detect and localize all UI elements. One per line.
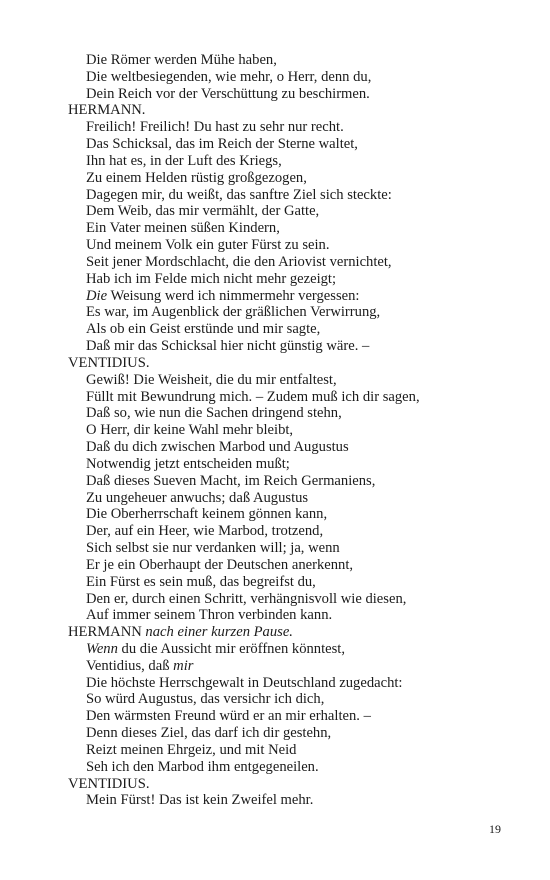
speaker-name: VENTIDIUS. (68, 354, 150, 371)
stage-direction: nach einer kurzen Pause. (141, 624, 293, 641)
speaker-line (0, 102, 550, 119)
verse-line (0, 338, 550, 355)
verse-line (0, 271, 550, 288)
verse-line (0, 557, 550, 574)
verse-text: Mein Fürst! Das ist kein Zweifel mehr. (86, 792, 314, 809)
verse-text: Seh ich den Marbod ihm entgegeneilen. (86, 758, 319, 775)
verse-text: Dein Reich vor der Verschüttung zu beschirmen. (86, 85, 370, 102)
verse-text: Ventidius, daß (86, 657, 174, 674)
verse-text: Daß so, wie nun die Sachen dringend stehn, (86, 405, 342, 422)
verse-text: O Herr, dir keine Wahl mehr bleibt, (86, 422, 294, 439)
verse-text: Ihn hat es, in der Luft des Kriegs, (86, 152, 282, 169)
verse-text: Der, auf ein Heer, wie Marbod, trotzend, (86, 523, 324, 540)
emphasized-text: Wenn (86, 640, 118, 657)
page-number: 19 (489, 822, 501, 836)
verse-line (0, 203, 550, 220)
verse-line (0, 153, 550, 170)
verse-text: Die Oberherrschaft keinem gönnen kann, (86, 506, 328, 523)
speaker-line (0, 355, 550, 372)
speaker-line (0, 624, 550, 641)
verse-text: Den er, durch einen Schritt, verhängnisvoll wie diesen, (86, 590, 407, 607)
verse-line (0, 69, 550, 86)
verse-line (0, 119, 550, 136)
verse-line (0, 658, 550, 675)
verse-text: Ein Fürst es sein muß, das begreifst du, (86, 573, 316, 590)
verse-line (0, 759, 550, 776)
verse-line (0, 675, 550, 692)
verse-text: Daß mir das Schicksal hier nicht günstig wäre. – (86, 338, 370, 355)
verse-line (0, 506, 550, 523)
verse-text: Seit jener Mordschlacht, die den Ariovist vernichtet, (86, 253, 392, 270)
verse-text: Weisung werd ich nimmermehr vergessen: (107, 287, 360, 304)
speaker-name: VENTIDIUS. (68, 775, 150, 792)
verse-line (0, 136, 550, 153)
verse-text: Denn dieses Ziel, das darf ich dir gestehn, (86, 725, 332, 742)
verse-line (0, 321, 550, 338)
verse-line (0, 372, 550, 389)
verse-text: Die höchste Herrschgewalt in Deutschland zugedacht: (86, 674, 403, 691)
verse-text: Zu einem Helden rüstig großgezogen, (86, 169, 307, 186)
verse-text: Es war, im Augenblick der gräßlichen Verwirrung, (86, 304, 381, 321)
verse-line (0, 591, 550, 608)
verse-line (0, 708, 550, 725)
verse-text: Er je ein Oberhaupt der Deutschen anerkennt, (86, 556, 354, 573)
verse-text: So würd Augustus, das versichr ich dich, (86, 691, 325, 708)
verse-text: Die weltbesiegenden, wie mehr, o Herr, denn du, (86, 68, 372, 85)
verse-line (0, 170, 550, 187)
verse-text: Dem Weib, das mir vermählt, der Gatte, (86, 203, 320, 220)
verse-text: Ein Vater meinen süßen Kindern, (86, 220, 280, 237)
verse-line (0, 52, 550, 69)
verse-line (0, 641, 550, 658)
verse-line (0, 540, 550, 557)
verse-text: Sich selbst sie nur verdanken will; ja, wenn (86, 540, 340, 557)
verse-line (0, 490, 550, 507)
verse-text: Daß dieses Sueven Macht, im Reich Germaniens, (86, 472, 376, 489)
verse-line (0, 422, 550, 439)
verse-text: Auf immer seinem Thron verbinden kann. (86, 607, 333, 624)
verse-line (0, 86, 550, 103)
verse-line (0, 725, 550, 742)
speaker-name: HERMANN (68, 624, 142, 641)
verse-text: Notwendig jetzt entscheiden mußt; (86, 455, 290, 472)
verse-text: Als ob ein Geist erstünde und mir sagte, (86, 321, 321, 338)
emphasized-text: Die (86, 287, 108, 304)
verse-line (0, 288, 550, 305)
verse-line (0, 405, 550, 422)
verse-text: Reizt meinen Ehrgeiz, und mit Neid (86, 741, 297, 758)
verse-text: Gewiß! Die Weisheit, die du mir entfaltest, (86, 371, 337, 388)
verse-text: Zu ungeheuer anwuchs; daß Augustus (86, 489, 309, 506)
verse-line (0, 792, 550, 809)
speaker-name: HERMANN. (68, 102, 146, 119)
verse-line (0, 456, 550, 473)
emphasized-text: mir (173, 657, 194, 674)
verse-text: Daß du dich zwischen Marbod und Augustus (86, 439, 349, 456)
verse-text: Füllt mit Bewundrung mich. – Zudem muß ich dir sagen, (86, 388, 420, 405)
verse-line (0, 254, 550, 271)
verse-line (0, 389, 550, 406)
verse-text: Hab ich im Felde mich nicht mehr gezeigt; (86, 270, 337, 287)
verse-text: Die Römer werden Mühe haben, (86, 52, 277, 68)
verse-line (0, 237, 550, 254)
verse-line (0, 742, 550, 759)
verse-line (0, 473, 550, 490)
verse-line (0, 607, 550, 624)
verse-line (0, 304, 550, 321)
verse-text: Freilich! Freilich! Du hast zu sehr nur recht. (86, 119, 344, 136)
verse-line (0, 523, 550, 540)
verse-text: du die Aussicht mir eröffnen könntest, (117, 640, 346, 657)
speaker-line (0, 776, 550, 793)
verse-text: Dagegen mir, du weißt, das sanftre Ziel sich steckte: (86, 186, 392, 203)
verse-line (0, 691, 550, 708)
verse-line (0, 439, 550, 456)
verse-text: Und meinem Volk ein guter Fürst zu sein. (86, 237, 330, 254)
verse-text: Den wärmsten Freund würd er an mir erhalten. – (86, 708, 371, 725)
text-block (0, 52, 550, 809)
verse-text: Das Schicksal, das im Reich der Sterne waltet, (86, 136, 358, 153)
verse-line (0, 220, 550, 237)
verse-line (0, 574, 550, 591)
verse-line (0, 187, 550, 204)
